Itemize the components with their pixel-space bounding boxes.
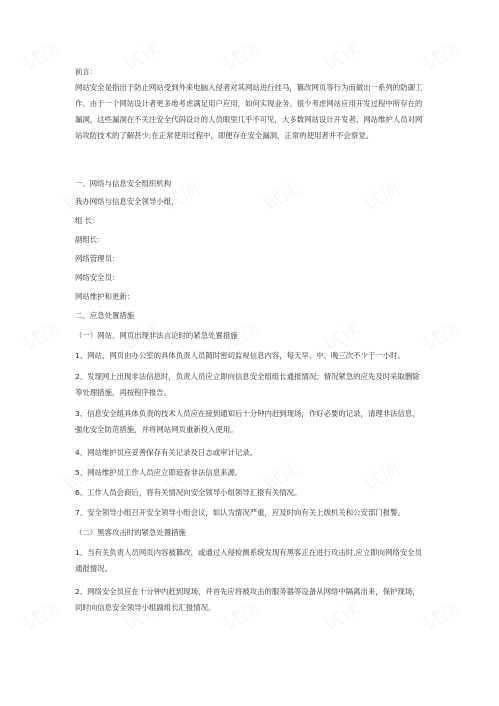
watermark-text bbox=[118, 35, 164, 77]
list-item: 7、安全领导小组召开安全领导小组会议，如认为情况严重，应及时向有关上级机关和公安部门报警。 bbox=[75, 508, 405, 517]
role-deputy-leader: 副组长： bbox=[75, 235, 105, 244]
watermark-text bbox=[418, 35, 464, 77]
watermark-text bbox=[18, 315, 64, 357]
role-leader: 组 长： bbox=[75, 216, 100, 225]
watermark-text bbox=[18, 595, 64, 637]
section-heading: 一、网络与信息安全组织机构 bbox=[75, 179, 172, 188]
list-item: 2、发现网上出现非法信息时，负责人员应立即向信息安全组组长通报情况；情况紧急的应先及时采取删除等处理措施，再按程序报告。 bbox=[75, 372, 420, 397]
section-heading: 二、应急处置措施 bbox=[75, 311, 135, 320]
list-item: 2、网络安全员应在十分钟内赶到现场，并首先应将被攻击的服务器等设备从网络中隔离出来，保护现场，同时向信息安全领导小组副组长汇报情况。 bbox=[75, 587, 420, 612]
watermark-text bbox=[258, 175, 304, 217]
team-intro: 我办网络与信息安全领导小组， bbox=[75, 197, 179, 206]
list-item: 1、当有关负责人员网页内容被篡改，或通过入侵检测系统发现有黑客正在进行攻击时,应立即向网络安全员通报情况。 bbox=[75, 548, 423, 573]
watermark-text bbox=[218, 35, 264, 77]
subsection-heading: （二）黑客攻击时的紧急处置措施 bbox=[75, 528, 186, 537]
list-item: 3、信息安全组具体负责的技术人员应在接到通知后十分钟内赶到现场，作好必要的记录，清理非法信息，强化安全防范措施，并将网站网页重新投入使用。 bbox=[75, 409, 420, 434]
subsection-heading: （一）网站、网页出现非法言论时的紧急处置措施 bbox=[75, 331, 238, 340]
list-item: 5、网站维护员工作人员应立即追查非法信息来源。 bbox=[75, 468, 243, 477]
watermark-text bbox=[18, 35, 64, 77]
role-security-officer: 网络安全员： bbox=[75, 273, 120, 282]
watermark-text bbox=[318, 35, 364, 77]
preface-title: 前言： bbox=[75, 67, 98, 76]
role-site-maintainer: 网站维护和更新： bbox=[75, 292, 135, 301]
list-item: 4、网站维护员应妥善保存有关记录及日志或审计记录。 bbox=[75, 448, 258, 457]
preface-paragraph: 网站安全是指出于防止网站受到外来电脑入侵者对其网站进行挂马，篡改网页等行为而做出一系列的防御工作。由于一个网站设计者更多地考虑满足用户应用，如何实现业务。很少考虑网站应用开发过程中所存在的漏洞，这些漏洞在不关注安全代码设计的人员眼里几乎不可见，大多数网站设计开发者、网站维护人员对网站攻防技术的了解甚少;在正常使用过程中，即便存在安全漏洞，正常的使用者并不会察觉。 bbox=[75, 83, 423, 140]
list-item: 6、工作人员会商后，将有关情况向安全领导小组领导汇报有关情况。 bbox=[75, 488, 302, 497]
role-network-admin: 网络管理员： bbox=[75, 254, 120, 263]
watermark-text bbox=[358, 175, 404, 217]
list-item: 1、网站、网页由办公室的具体负责人员随时密切监视信息内容，每天早、中、晚三次不少于一小时。 bbox=[75, 351, 405, 360]
